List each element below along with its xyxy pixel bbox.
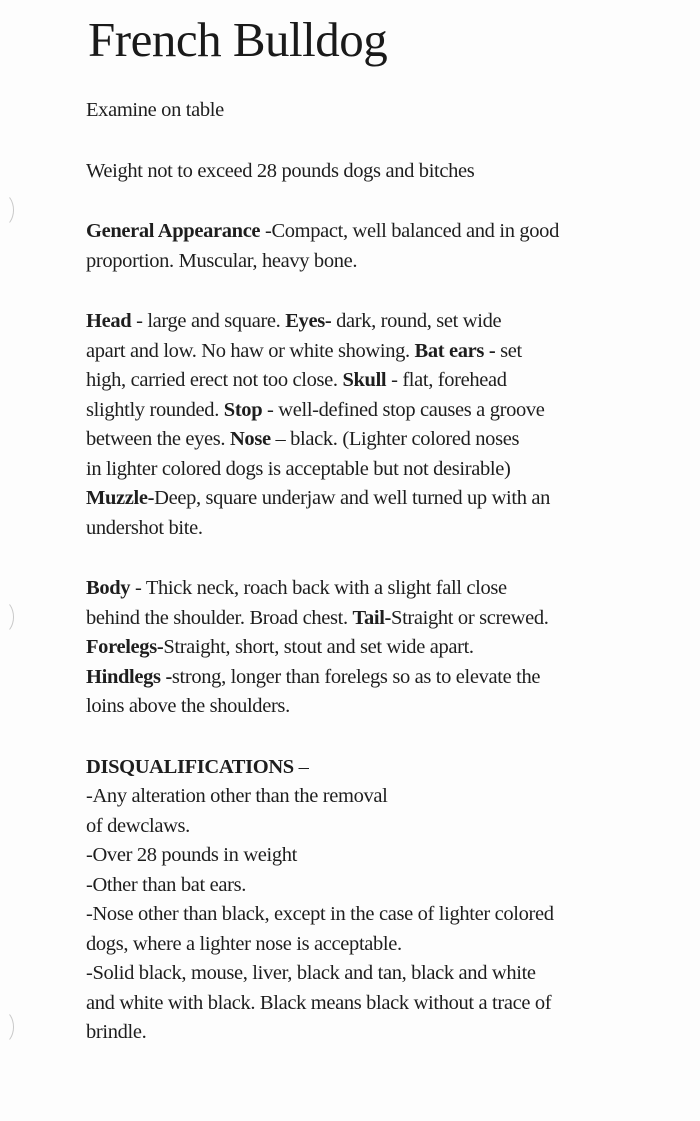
nose-text: in lighter colored dogs is acceptable but not desirable) — [86, 457, 511, 480]
body-section — [86, 574, 631, 722]
head-section — [86, 307, 631, 543]
general-appearance-section — [86, 217, 631, 276]
eyes-label: Eyes- — [285, 310, 332, 332]
stop-text: - well-defined stop causes a groove — [262, 398, 545, 421]
stop-text: between the eyes. — [86, 428, 230, 450]
weight-text: Weight not to exceed 28 pounds dogs and bitches — [86, 159, 475, 182]
disqualifications-heading: DISQUALIFICATIONS — [86, 755, 294, 778]
examine-text: Examine on table — [86, 99, 224, 121]
disqualification-line: dogs, where a lighter nose is acceptable. — [86, 932, 402, 955]
body-text: - Thick neck, roach back with a slight fall close — [130, 577, 507, 599]
disqualifications-heading-dash: – — [293, 755, 309, 778]
skull-text: - flat, forehead — [386, 369, 507, 391]
bat-ears-label: Bat ears - — [414, 339, 496, 362]
punch-hole-mark — [0, 600, 14, 634]
hindlegs-label: Hindlegs - — [86, 665, 172, 688]
hindlegs-text: loins above the shoulders. — [86, 695, 290, 717]
hindlegs-text: strong, longer than forelegs so as to elevate the — [171, 665, 541, 688]
head-label: Head — [86, 310, 132, 332]
bat-ears-text: high, carried erect not too close. — [86, 369, 343, 391]
body-label: Body — [86, 577, 131, 599]
disqualification-line: -Nose other than black, except in the case of lighter colored — [86, 903, 554, 925]
punch-hole-mark — [0, 193, 14, 227]
eyes-text: apart and low. No haw or white showing. — [86, 339, 415, 362]
disqualification-line: -Solid black, mouse, liver, black and tan, black and white — [86, 962, 536, 984]
disqualification-line: -Over 28 pounds in weight — [86, 844, 298, 866]
punch-hole-mark — [0, 1010, 14, 1044]
eyes-text: dark, round, set wide — [331, 310, 502, 332]
general-appearance-label: General Appearance — [86, 220, 261, 242]
forelegs-label: Forelegs- — [86, 636, 164, 658]
tail-label: Tail- — [352, 606, 392, 629]
general-appearance-text: proportion. Muscular, heavy bone. — [86, 249, 358, 272]
nose-text: – black. (Lighter colored noses — [270, 428, 520, 450]
body-text: behind the shoulder. Broad chest. — [86, 606, 353, 629]
forelegs-text: Straight, short, stout and set wide apart. — [163, 636, 474, 658]
disqualification-line: and white with black. Black means black without a trace of — [86, 991, 552, 1014]
head-text: - large and square. — [131, 310, 286, 332]
examine-note — [86, 96, 631, 126]
tail-text: Straight or screwed. — [391, 606, 549, 629]
general-appearance-text: -Compact, well balanced and in good — [260, 220, 559, 242]
page-title: French Bulldog — [88, 12, 388, 67]
muzzle-text: undershot bite. — [86, 516, 203, 539]
muzzle-text: Deep, square underjaw and well turned up with an — [154, 487, 551, 509]
skull-text: slightly rounded. — [86, 398, 224, 421]
stop-label: Stop — [223, 398, 263, 421]
muzzle-label: Muzzle- — [86, 487, 155, 509]
disqualification-line: brindle. — [86, 1021, 147, 1043]
breed-standard-content — [86, 96, 631, 1048]
skull-label: Skull — [342, 369, 387, 391]
weight-note — [86, 157, 631, 187]
disqualification-line: of dewclaws. — [86, 814, 190, 837]
disqualifications-section — [86, 753, 631, 1048]
nose-label: Nose — [229, 428, 271, 450]
disqualification-line: -Any alteration other than the removal — [86, 785, 388, 807]
bat-ears-text: set — [495, 339, 522, 362]
disqualification-line: -Other than bat ears. — [86, 873, 246, 896]
